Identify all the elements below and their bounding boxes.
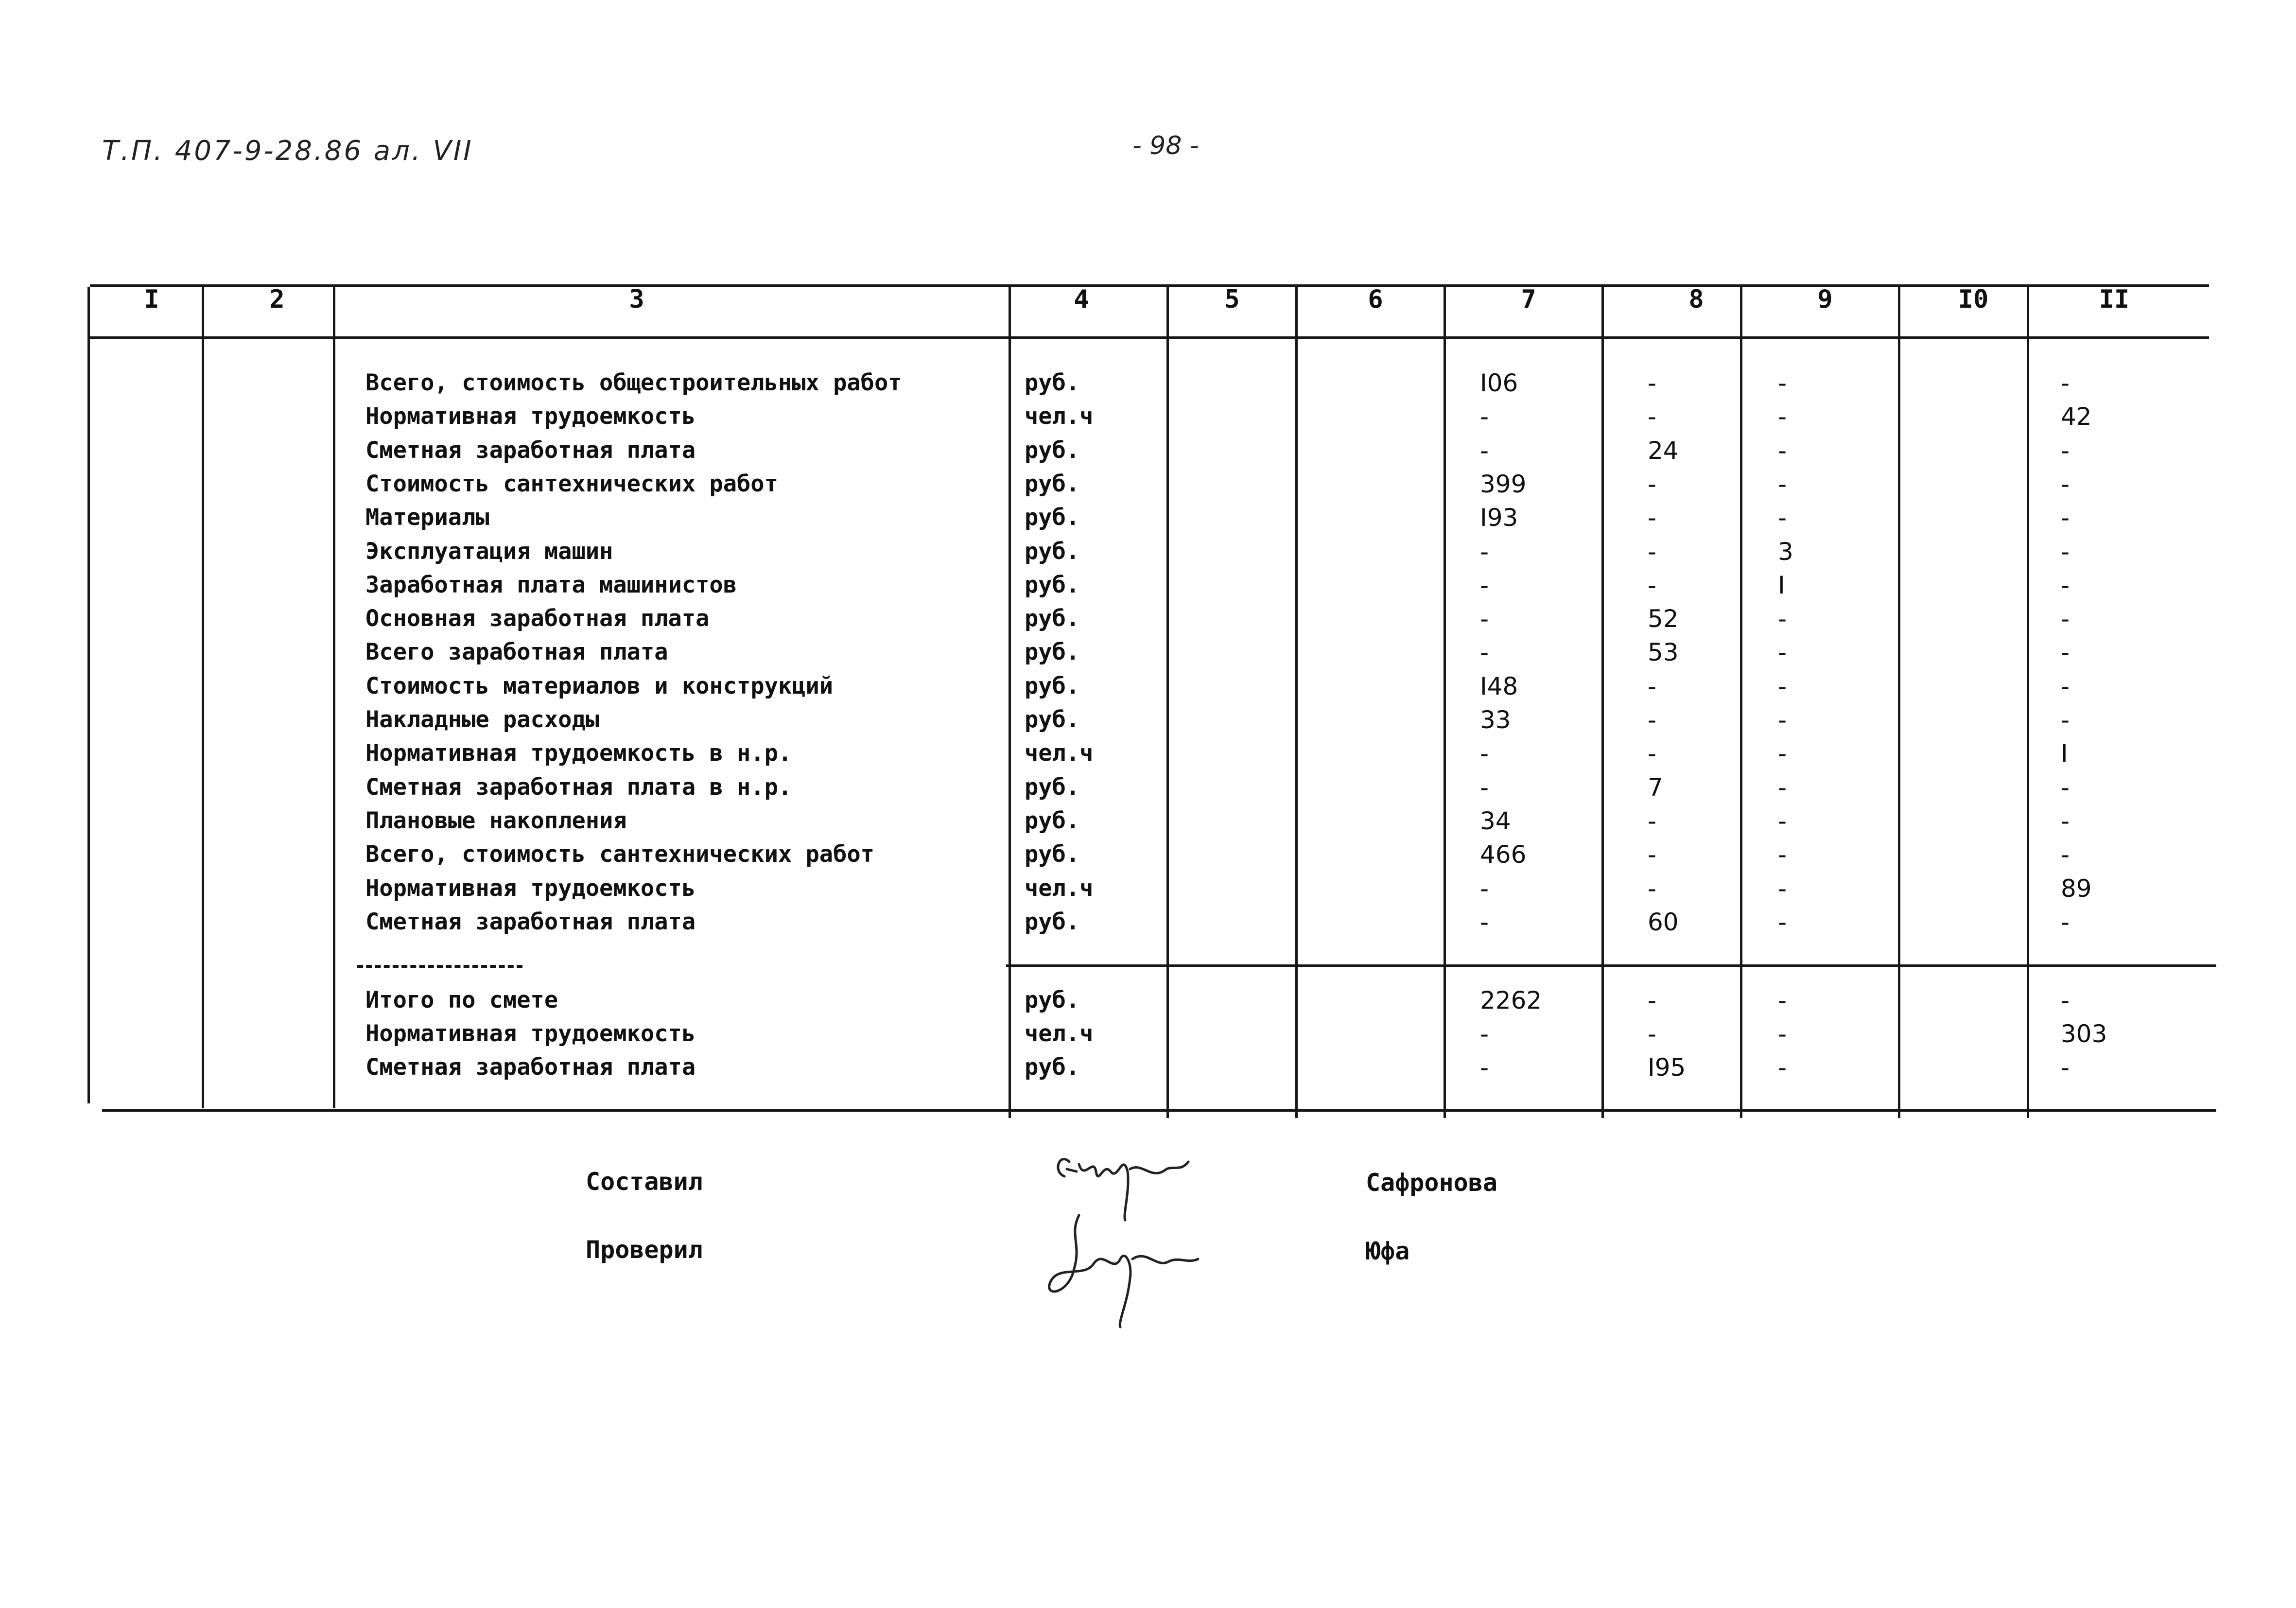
- cell-c11: -: [2061, 986, 2070, 1014]
- cell-c8: -: [1648, 470, 1657, 498]
- cell-c11: I: [2061, 739, 2068, 768]
- cell-c8: 60: [1648, 908, 1679, 936]
- cell-c9: I: [1778, 571, 1785, 599]
- cell-c11: -: [2061, 537, 2070, 566]
- cell-c11: -: [2061, 840, 2070, 869]
- col-header-7: 7: [1521, 285, 1536, 314]
- cell-c9: -: [1778, 672, 1787, 700]
- subtotal-separator: [1006, 964, 2216, 967]
- cell-unit: чел.ч: [1025, 874, 1094, 902]
- cell-c11: -: [2061, 706, 2070, 734]
- cell-c8: -: [1648, 672, 1657, 700]
- cell-c7: -: [1480, 571, 1489, 599]
- cell-c8: 53: [1648, 638, 1679, 667]
- cell-c7: 399: [1480, 470, 1527, 498]
- cell-c11: -: [2061, 806, 2070, 835]
- cell-c11: -: [2061, 504, 2070, 532]
- cell-c8: -: [1648, 1020, 1657, 1048]
- cell-c11: -: [2061, 638, 2070, 667]
- cell-c9: -: [1778, 908, 1787, 936]
- cell-c8: I95: [1648, 1053, 1686, 1082]
- col-header-11: II: [2099, 285, 2130, 314]
- cell-c7: -: [1480, 436, 1489, 465]
- cell-c8: -: [1648, 739, 1657, 768]
- subtotal-separator-left: [357, 965, 522, 968]
- cell-c9: -: [1778, 638, 1787, 667]
- cell-c7: -: [1480, 739, 1489, 768]
- col-header-1: I: [144, 285, 159, 314]
- cell-c7: -: [1480, 1053, 1489, 1082]
- col-header-8: 8: [1688, 285, 1704, 314]
- cell-c9: -: [1778, 1020, 1787, 1048]
- checked-by-name: Юфа: [1366, 1237, 1410, 1265]
- col-header-10: I0: [1958, 285, 1989, 314]
- cell-unit: чел.ч: [1025, 740, 1094, 767]
- compiled-by-label: Составил: [586, 1168, 703, 1196]
- cell-name: Сметная заработная плата в н.р.: [365, 773, 792, 801]
- cell-c7: -: [1480, 874, 1489, 903]
- page-number: - 98 -: [1132, 131, 1199, 160]
- cell-unit: руб.: [1025, 571, 1080, 598]
- cell-c7: -: [1480, 908, 1489, 936]
- col-border-7: [1601, 284, 1604, 1118]
- cell-name: Итого по смете: [365, 987, 558, 1014]
- cell-c11: -: [2061, 1053, 2070, 1082]
- cell-c11: 303: [2061, 1020, 2107, 1048]
- cell-c8: -: [1648, 504, 1657, 532]
- cell-unit: руб.: [1025, 1054, 1080, 1081]
- cell-c8: -: [1648, 806, 1657, 835]
- cell-c7: -: [1480, 638, 1489, 667]
- col-border-2: [333, 287, 335, 1108]
- cell-name: Нормативная трудоемкость: [365, 403, 696, 430]
- cell-unit: руб.: [1025, 672, 1080, 699]
- cell-unit: руб.: [1025, 639, 1080, 666]
- cell-c9: -: [1778, 706, 1787, 734]
- cell-unit: руб.: [1025, 437, 1080, 464]
- cell-c9: -: [1778, 739, 1787, 768]
- col-border-4: [1166, 287, 1169, 1118]
- checked-by-label: Проверил: [586, 1236, 703, 1264]
- cell-c9: -: [1778, 806, 1787, 835]
- cell-c7: I93: [1480, 504, 1518, 532]
- cell-c11: -: [2061, 605, 2070, 633]
- cell-name: Нормативная трудоемкость в н.р.: [365, 740, 792, 767]
- compiled-by-name: Сафронова: [1366, 1169, 1497, 1197]
- cell-unit: руб.: [1025, 605, 1080, 632]
- cell-unit: руб.: [1025, 504, 1080, 531]
- cell-unit: руб.: [1025, 369, 1080, 396]
- cell-c9: -: [1778, 874, 1787, 903]
- col-border-0: [87, 287, 90, 1103]
- cell-c9: -: [1778, 436, 1787, 465]
- cell-c11: -: [2061, 571, 2070, 599]
- cell-name: Стоимость материалов и конструкций: [365, 672, 834, 699]
- cell-name: Основная заработная плата: [365, 605, 710, 632]
- cell-c7: 33: [1480, 706, 1511, 734]
- signature-checked: [1035, 1206, 1200, 1332]
- cell-c9: -: [1778, 986, 1787, 1014]
- cell-c11: -: [2061, 908, 2070, 936]
- cell-c8: 52: [1648, 605, 1679, 633]
- table-top-border: [90, 284, 2209, 287]
- col-header-6: 6: [1368, 285, 1383, 314]
- cell-c8: -: [1648, 571, 1657, 599]
- cell-c11: -: [2061, 470, 2070, 498]
- cell-name: Эксплуатация машин: [365, 538, 613, 565]
- cell-unit: руб.: [1025, 987, 1080, 1014]
- col-border-9: [1898, 284, 1900, 1118]
- cell-c11: -: [2061, 436, 2070, 465]
- cell-name: Сметная заработная плата: [365, 437, 696, 464]
- cell-c9: -: [1778, 504, 1787, 532]
- cell-unit: руб.: [1025, 706, 1080, 733]
- col-border-3: [1009, 287, 1011, 1118]
- cell-unit: руб.: [1025, 773, 1080, 801]
- header-bottom-border: [90, 336, 2209, 339]
- cell-name: Всего, стоимость общестроительных работ: [365, 369, 902, 396]
- col-header-3: 3: [629, 285, 644, 314]
- col-border-8: [1740, 284, 1742, 1118]
- cell-name: Нормативная трудоемкость: [365, 874, 696, 902]
- cell-c7: -: [1480, 605, 1489, 633]
- cell-c8: -: [1648, 402, 1657, 431]
- cell-c9: -: [1778, 402, 1787, 431]
- col-border-1: [202, 287, 204, 1108]
- cell-unit: чел.ч: [1025, 1020, 1094, 1047]
- cell-c7: -: [1480, 1020, 1489, 1048]
- cell-name: Всего, стоимость сантехнических работ: [365, 841, 874, 868]
- cell-name: Плановые накопления: [365, 807, 627, 834]
- col-border-6: [1444, 284, 1446, 1118]
- cell-unit: руб.: [1025, 538, 1080, 565]
- cell-c9: -: [1778, 605, 1787, 633]
- cell-name: Накладные расходы: [365, 706, 600, 733]
- cell-c7: 34: [1480, 806, 1511, 835]
- cell-c7: -: [1480, 402, 1489, 431]
- col-header-9: 9: [1817, 285, 1833, 314]
- cell-c9: -: [1778, 773, 1787, 802]
- cell-c9: -: [1778, 1053, 1787, 1082]
- cell-c8: 7: [1648, 773, 1663, 802]
- cell-c7: I48: [1480, 672, 1518, 700]
- cell-c8: -: [1648, 986, 1657, 1014]
- cell-unit: руб.: [1025, 841, 1080, 868]
- col-border-5: [1295, 287, 1298, 1118]
- cell-c8: -: [1648, 706, 1657, 734]
- cell-c9: -: [1778, 369, 1787, 397]
- cell-c11: 89: [2061, 874, 2092, 903]
- doc-code: Т.П. 407-9-28.86 ал. VII: [102, 135, 473, 167]
- cell-c8: -: [1648, 537, 1657, 566]
- col-border-10: [2027, 284, 2029, 1118]
- cell-name: Нормативная трудоемкость: [365, 1020, 696, 1047]
- cell-c9: 3: [1778, 537, 1793, 566]
- cell-name: Материалы: [365, 504, 489, 531]
- cell-c8: 24: [1648, 436, 1679, 465]
- cell-c7: 2262: [1480, 986, 1542, 1014]
- cell-c8: -: [1648, 840, 1657, 869]
- cell-c7: I06: [1480, 369, 1518, 397]
- cell-unit: чел.ч: [1025, 403, 1094, 430]
- cell-name: Сметная заработная плата: [365, 1054, 696, 1081]
- cell-c7: -: [1480, 537, 1489, 566]
- cell-c7: 466: [1480, 840, 1527, 869]
- cell-c11: -: [2061, 369, 2070, 397]
- cell-c8: -: [1648, 874, 1657, 903]
- cell-name: Сметная заработная плата: [365, 908, 696, 935]
- cell-c9: -: [1778, 840, 1787, 869]
- cell-unit: руб.: [1025, 470, 1080, 497]
- cell-name: Заработная плата машинистов: [365, 571, 737, 598]
- cell-c9: -: [1778, 470, 1787, 498]
- cell-c11: -: [2061, 773, 2070, 802]
- cell-name: Всего заработная плата: [365, 639, 668, 666]
- col-header-4: 4: [1074, 285, 1089, 314]
- cell-c8: -: [1648, 369, 1657, 397]
- cell-c11: 42: [2061, 402, 2092, 431]
- cell-c11: -: [2061, 672, 2070, 700]
- cell-unit: руб.: [1025, 807, 1080, 834]
- cell-unit: руб.: [1025, 908, 1080, 935]
- cell-c7: -: [1480, 773, 1489, 802]
- col-header-5: 5: [1224, 285, 1240, 314]
- cell-name: Стоимость сантехнических работ: [365, 470, 778, 497]
- col-header-2: 2: [269, 285, 285, 314]
